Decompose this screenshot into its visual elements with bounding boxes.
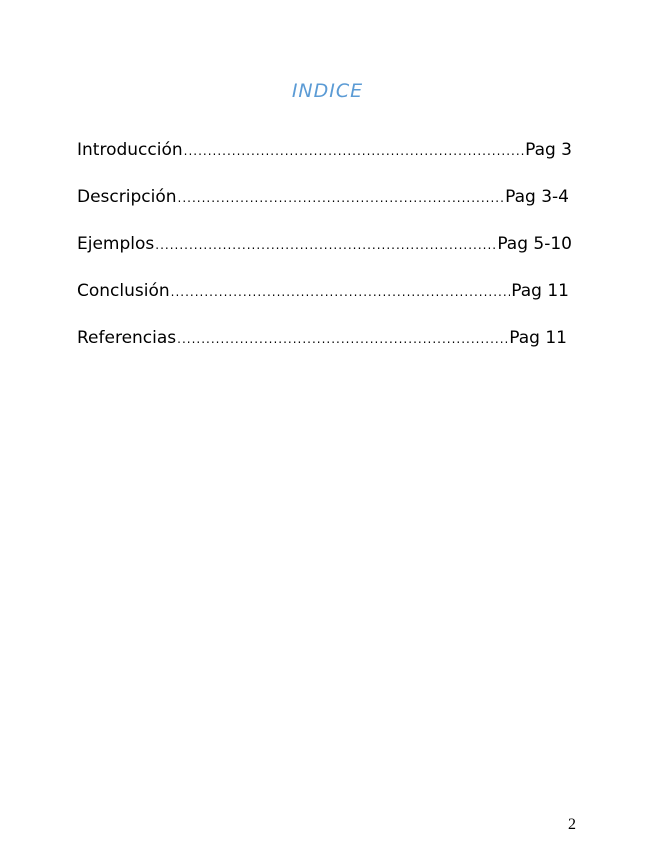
toc-entry-page: Pag 5-10 [497,234,572,254]
toc-entry-ejemplos [77,234,572,281]
toc-entry-page: Pag 11 [509,328,567,348]
toc-entry-conclusion [77,281,569,328]
toc-entry-page: Pag 11 [511,281,569,301]
toc-dot-leader [184,144,524,158]
toc-dot-leader [155,238,496,252]
toc-dot-leader [171,285,511,299]
toc-entry-referencias [77,328,567,375]
toc-dot-leader [178,191,505,205]
toc-entry-label: Referencias [77,328,177,348]
toc-entry-label: Descripción [77,187,177,207]
toc-entry-introduccion [77,140,572,187]
toc-entry-page: Pag 3-4 [505,187,569,207]
toc-entry-page: Pag 3 [525,140,572,160]
toc-entry-label: Conclusión [77,281,170,301]
page-title: INDICE [291,80,364,102]
toc-entry-label: Ejemplos [77,234,155,254]
toc-dot-leader [177,332,508,346]
table-of-contents [77,140,577,375]
toc-entry-label: Introducción [77,140,183,160]
page-number: 2 [568,816,576,833]
toc-entry-descripcion [77,187,569,234]
